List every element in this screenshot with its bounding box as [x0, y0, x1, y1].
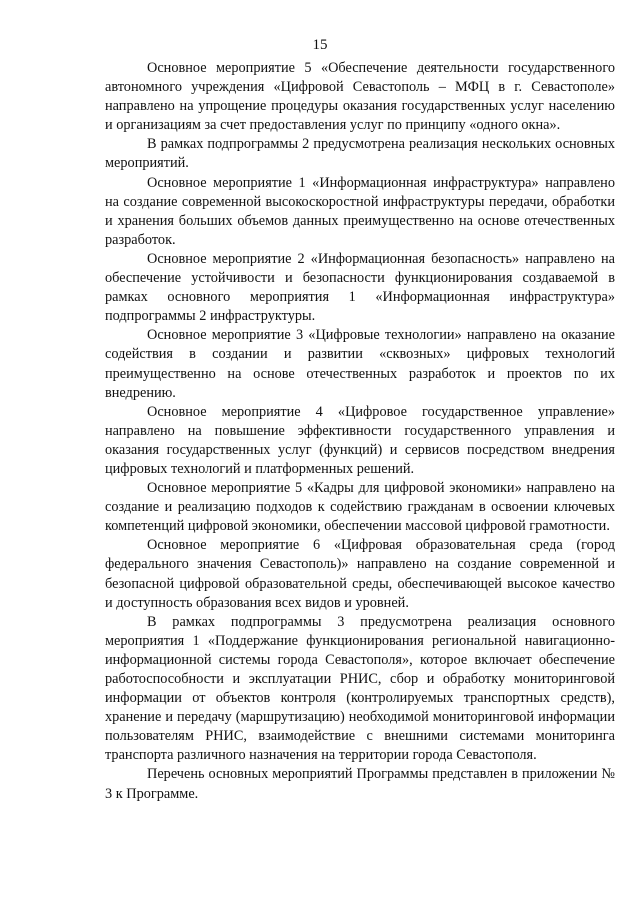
paragraph-subprogram-3-rnis: В рамках подпрограммы 3 предусмотрена реализация основного мероприятия 1 «Поддержание функционирования региональной навигационно-информационной системы города Севастополя», которое включает обеспечение работоспособности и эксплуатации РНИС, сбор и обработку мониторинговой информации от объектов контроля (контролируемых транспортных средств), хранение и передачу (маршрутизацию) необходимой мониторинговой информации пользователям РНИС, взаимодействие с внешними системами мониторинга транспорта различного назначения на территории города Севастополя.	[105, 613, 615, 764]
document-body	[105, 59, 615, 804]
paragraph-info-infrastructure: Основное мероприятие 1 «Информационная инфраструктура» направлено на создание современной высокоскоростной инфраструктуры передачи, обработки и хранения больших объемов данных преимущественно на основе отечественных разработок.	[105, 174, 615, 248]
page-number: 15	[312, 37, 328, 53]
paragraph-main-activity-5-mfc: Основное мероприятие 5 «Обеспечение деятельности государственного автономного учреждения «Цифровой Севастополь – МФЦ в г. Севастополе» направлено на упрощение процедуры оказания государственных услуг населению и организациям за счет предоставления услуг по принципу «одного окна».	[105, 60, 615, 134]
paragraph-digital-personnel: Основное мероприятие 5 «Кадры для цифровой экономики» направлено на создание и реализацию подходов к содействию гражданам в освоении ключевых компетенций цифровой экономики, обеспечении массовой цифровой грамотности.	[105, 480, 615, 535]
paragraph-info-security: Основное мероприятие 2 «Информационная безопасность» направлено на обеспечение устойчивости и безопасности функционирования создаваемой в рамках основного мероприятия 1 «Информационная инфраструктура» подпрограммы 2 инфраструктуры.	[105, 250, 615, 325]
paragraph-digital-government: Основное мероприятие 4 «Цифровое государственное управление» направлено на повышение эффективности государственного управления и оказания государственных услуг (функций) и сервисов посредством внедрения цифровых технологий и платформенных решений.	[105, 403, 615, 477]
paragraph-activities-list-reference: Перечень основных мероприятий Программы представлен в приложении № 3 к Программе.	[105, 766, 615, 802]
paragraph-digital-education: Основное мероприятие 6 «Цифровая образовательная среда (город федерального значения Севастополь)» направлено на создание современной и безопасной цифровой образовательной среды, обеспечивающей высокое качество и доступность образования всех видов и уровней.	[105, 537, 615, 611]
paragraph-digital-technologies: Основное мероприятие 3 «Цифровые технологии» направлено на оказание содействия в создании и развитии «сквозных» цифровых технологий преимущественно на основе отечественных разработок и проектов по их внедрению.	[105, 327, 615, 401]
paragraph-subprogram-2-intro: В рамках подпрограммы 2 предусмотрена реализация нескольких основных мероприятий.	[105, 136, 615, 172]
